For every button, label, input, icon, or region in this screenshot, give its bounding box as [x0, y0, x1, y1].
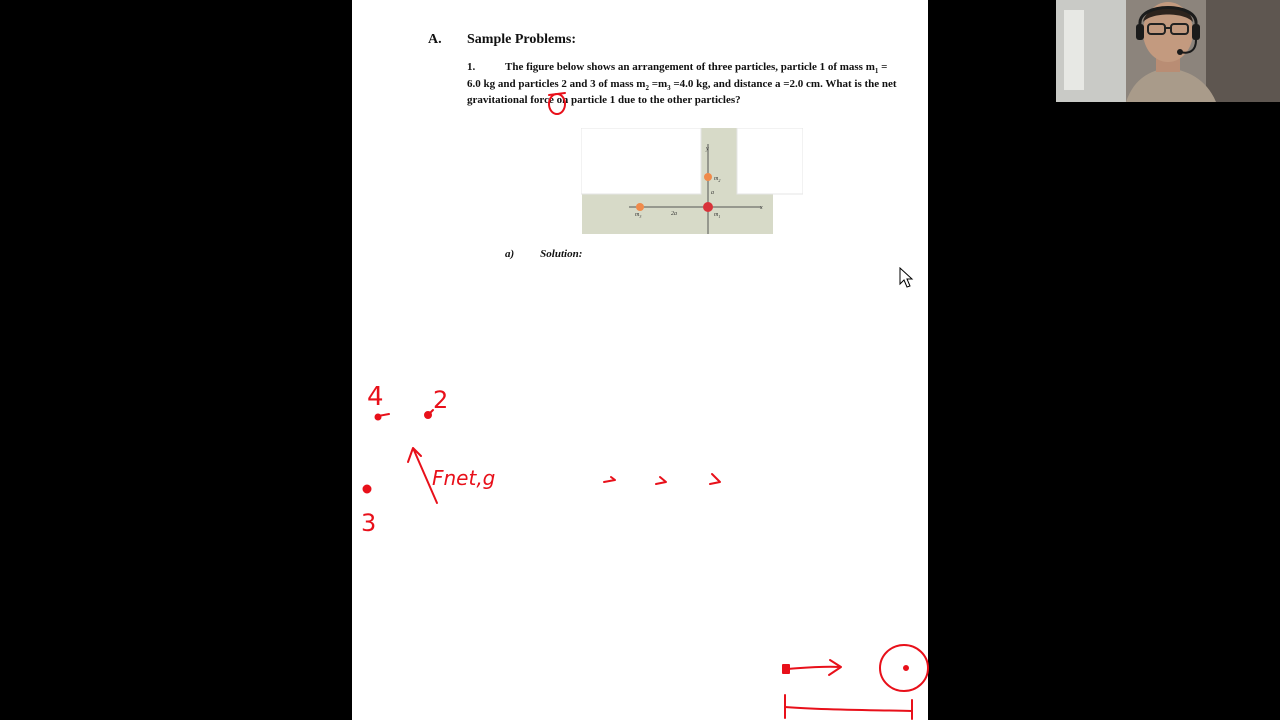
- solution-heading: [505, 248, 582, 260]
- section-label: A.: [428, 32, 442, 47]
- presenter-webcam: [1056, 0, 1280, 102]
- problem-statement: [467, 59, 897, 109]
- solution-label: a): [505, 248, 515, 260]
- problem-text-2: = 6.0 kg and particles 2 and 3 of mass m: [467, 61, 888, 90]
- problem-sub-3: 3: [667, 83, 671, 92]
- problem-text-1: The figure below shows an arrangement of three particles, particle 1 of mass m: [505, 61, 875, 73]
- distance-a-label: a: [711, 190, 714, 196]
- x-axis-label: x: [760, 205, 763, 211]
- particle-3-label: $m_3$: [635, 212, 642, 219]
- mouse-pointer-icon: [899, 267, 915, 289]
- particle-1-label: $m_1$: [714, 212, 721, 219]
- figure-blank-left: [581, 128, 701, 194]
- digit-2: 2: [433, 386, 449, 414]
- solution-title: Solution:: [540, 248, 583, 260]
- fnet-label: Fnet,g: [432, 466, 496, 490]
- y-axis-label: y: [706, 146, 709, 152]
- problem-text-3: =m: [648, 77, 668, 90]
- particles-figure: [581, 128, 803, 236]
- particle-2: [704, 173, 712, 181]
- problem-text-4: =4.0 kg, and distance a =2.0 cm. What is the net gravitational force on particle 1 due to the other particles?: [467, 77, 897, 106]
- particle-1: [703, 202, 713, 212]
- problem-sub-2: 2: [645, 83, 649, 92]
- particle-2-label: $m_2$: [714, 176, 721, 183]
- particle-3: [636, 203, 644, 211]
- distance-2a-label: 2a: [671, 211, 677, 217]
- figure-blank-right: [737, 128, 803, 194]
- digit-4: 4: [367, 382, 384, 412]
- problem-sub-1: 1: [874, 67, 879, 76]
- digit-3: 3: [361, 509, 377, 537]
- section-title: Sample Problems:: [467, 32, 577, 47]
- document-page: [352, 0, 928, 720]
- problem-number: 1.: [467, 61, 476, 73]
